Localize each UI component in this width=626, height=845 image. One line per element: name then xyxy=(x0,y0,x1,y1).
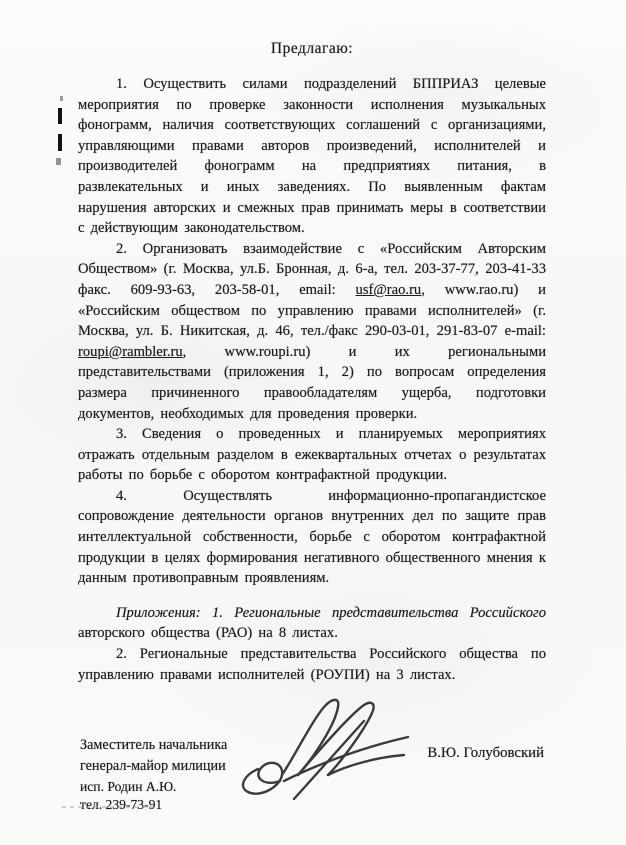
executor-block xyxy=(80,778,176,814)
signer-position xyxy=(80,735,227,777)
signer-position-line1: Заместитель начальника xyxy=(80,737,228,754)
attachments-label: Приложения: 1. Региональные представительства Российского xyxy=(116,604,546,621)
body-paragraph-3: 3. Сведения о проведенных и планируемых мероприятиях отражать отдельным разделом в ежеквартальных отчетах о результатах работы по борьбе с оборотом контрафактной продукции. xyxy=(78,426,546,484)
scan-artifact xyxy=(56,158,61,165)
body-paragraph-1: 1. Осуществить силами подразделений БППРИАЗ целевые мероприятия по проверке законности исполнения музыкальных фонограмм, наличия соответствующих соглашений с организациями, управляющими правами авторов произведений, исполнителей и производителей фонограмм на предприятиях питания, в развлекательных и иных заведениях. По выявленным фактам нарушения авторских и смежных прав принимать меры в соответствии с действующим законодательством. xyxy=(78,76,546,237)
attachments-item-2: 2. Региональные представительства Российского общества по управлению правами исполнителей (РОУПИ) на 3 листах. xyxy=(78,646,546,683)
paragraph-2-text: , www.roupi.ru) и их региональными представительствами (приложения 1, 2) по вопросам определения размера причиненного правообладателям ущерба, подготовки документов, необходимых для проведения проверки. xyxy=(78,343,546,422)
body-paragraph-4: 4. Осуществлять информационно-пропагандистское сопровождение деятельности органов внутренних дел по защите прав интеллектуальной собственности, борьбе с оборотом контрафактной продукции в целях формирования негативного общественного мнения к данным противоправным проявлениям. xyxy=(78,487,546,587)
signer-name: В.Ю. Голубовский xyxy=(427,745,544,762)
signer-position-line2: генерал-майор милиции xyxy=(80,758,226,775)
proposal-heading: Предлагаю: xyxy=(270,40,354,57)
signature-scribble xyxy=(236,691,416,803)
scan-artifact xyxy=(58,108,62,124)
executor-phone: тел. 239-73-91 xyxy=(80,797,163,812)
scan-artifact xyxy=(60,96,63,101)
attachments-item-1-text: авторского общества (РАО) на 8 листах. xyxy=(78,625,338,642)
document-body xyxy=(78,40,546,801)
scan-artifact xyxy=(58,134,62,151)
attachments-item-1 xyxy=(78,603,546,644)
paragraph-2-text: , www.rao.ru) и «Российским обществом по управлению правами исполнителей» (г. Москва, ул. Б. Никитская, д. 46, тел./факс 290-03-01, 291-83-07 e-mail: xyxy=(78,281,546,340)
executor-name: исп. Родин А.Ю. xyxy=(80,779,177,794)
paragraph-2-text: 2. Организовать взаимодействие с «Российским Авторским Обществом» (г. Москва, ул.Б. Бронная, д. 6-а, тел. 203-37-77, 203-41-33 факс. 609-93-63, 203-58-01, email: xyxy=(78,240,546,298)
email-roupi: roupi@rambler.ru xyxy=(78,343,183,360)
email-rao: usf@rao.ru xyxy=(355,281,422,298)
body-paragraph-2 xyxy=(78,239,546,424)
scan-smudge xyxy=(62,806,158,808)
